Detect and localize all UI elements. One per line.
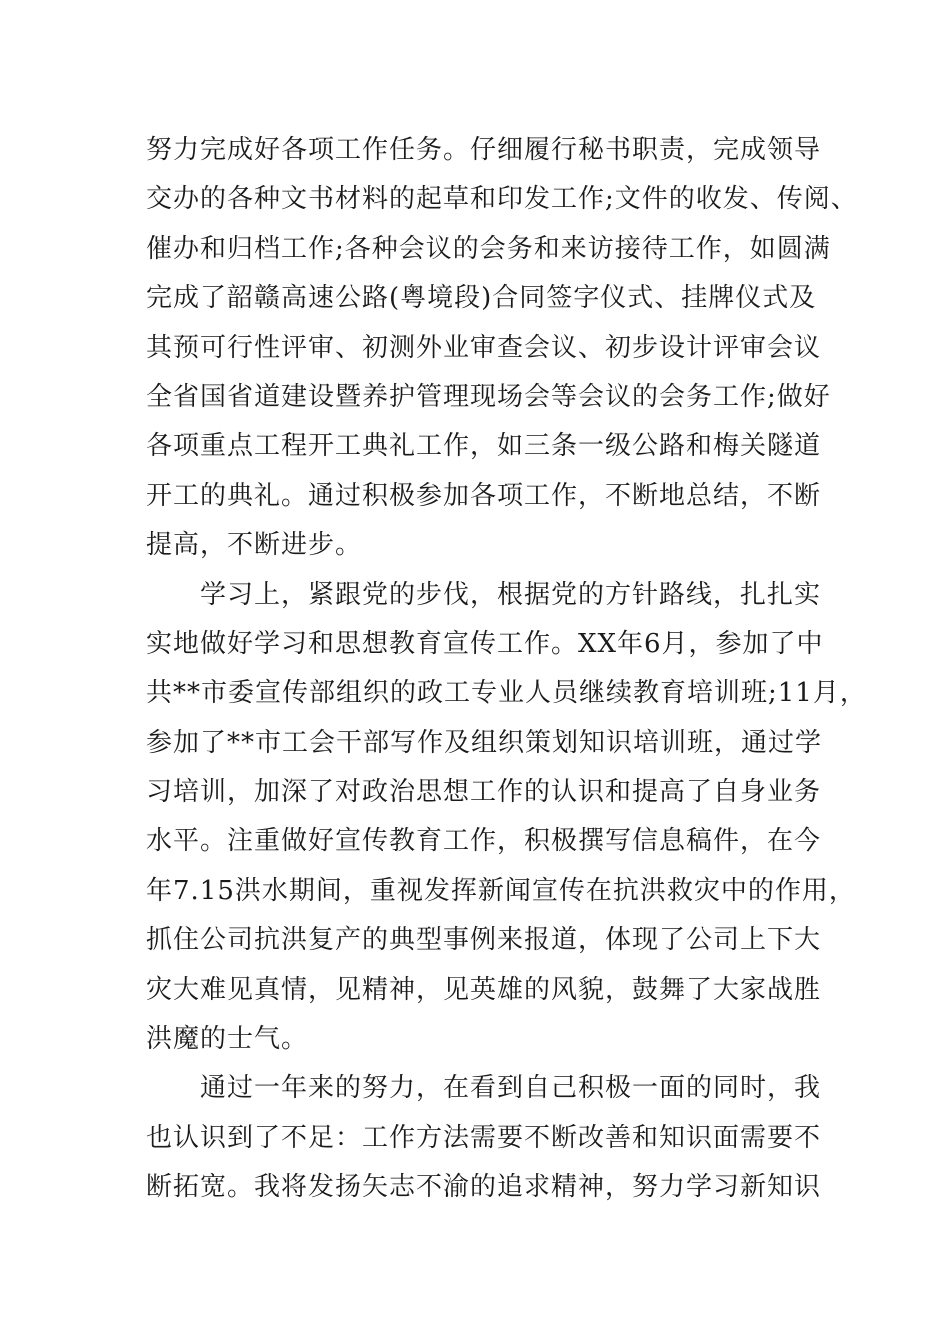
text-line: 交办的各种文书材料的起草和印发工作;文件的收发、传阅、: [146, 184, 858, 215]
paragraph-start-line: 学习上，紧跟党的步伐，根据党的方针路线，扎扎实: [200, 579, 822, 610]
text-line: 实地做好学习和思想教育宣传工作。XX年6月，参加了中: [146, 628, 824, 659]
text-line: 完成了韶赣高速公路(粤境段)合同签字仪式、挂牌仪式及: [146, 283, 817, 314]
text-line: 催办和归档工作;各种会议的会务和来访接待工作，如圆满: [146, 233, 831, 264]
text-line: 断拓宽。我将发扬矢志不渝的追求精神，努力学习新知识: [146, 1172, 822, 1203]
text-line: 水平。注重做好宣传教育工作，积极撰写信息稿件，在今: [146, 826, 822, 857]
text-line: 灾大难见真情，见精神，见英雄的风貌，鼓舞了大家战胜: [146, 974, 822, 1005]
text-line: 开工的典礼。通过积极参加各项工作，不断地总结，不断: [146, 480, 822, 511]
text-line: 年7.15洪水期间，重视发挥新闻宣传在抗洪救灾中的作用，: [146, 875, 856, 906]
text-line: 也认识到了不足：工作方法需要不断改善和知识面需要不: [146, 1122, 822, 1153]
text-line: 参加了**市工会干部写作及组织策划知识培训班，通过学: [146, 727, 823, 758]
text-line: 提高，不断进步。: [146, 530, 363, 561]
text-line: 共**市委宣传部组织的政工专业人员继续教育培训班;11月，: [146, 678, 867, 709]
paragraph-start-line: 通过一年来的努力，在看到自己积极一面的同时，我: [200, 1073, 822, 1104]
text-line: 努力完成好各项工作任务。仔细履行秘书职责，完成领导: [146, 135, 822, 165]
document-body: [146, 126, 867, 1213]
text-line: 洪魔的士气。: [146, 1024, 309, 1055]
text-line: 抓住公司抗洪复产的典型事例来报道，体现了公司上下大: [146, 925, 822, 956]
text-line: 习培训，加深了对政治思想工作的认识和提高了自身业务: [146, 777, 822, 808]
text-line: 各项重点工程开工典礼工作，如三条一级公路和梅关隧道: [146, 431, 822, 462]
text-line: 全省国省道建设暨养护管理现场会等会议的会务工作;做好: [146, 381, 831, 412]
text-line: 其预可行性评审、初测外业审查会议、初步设计评审会议: [146, 332, 822, 363]
